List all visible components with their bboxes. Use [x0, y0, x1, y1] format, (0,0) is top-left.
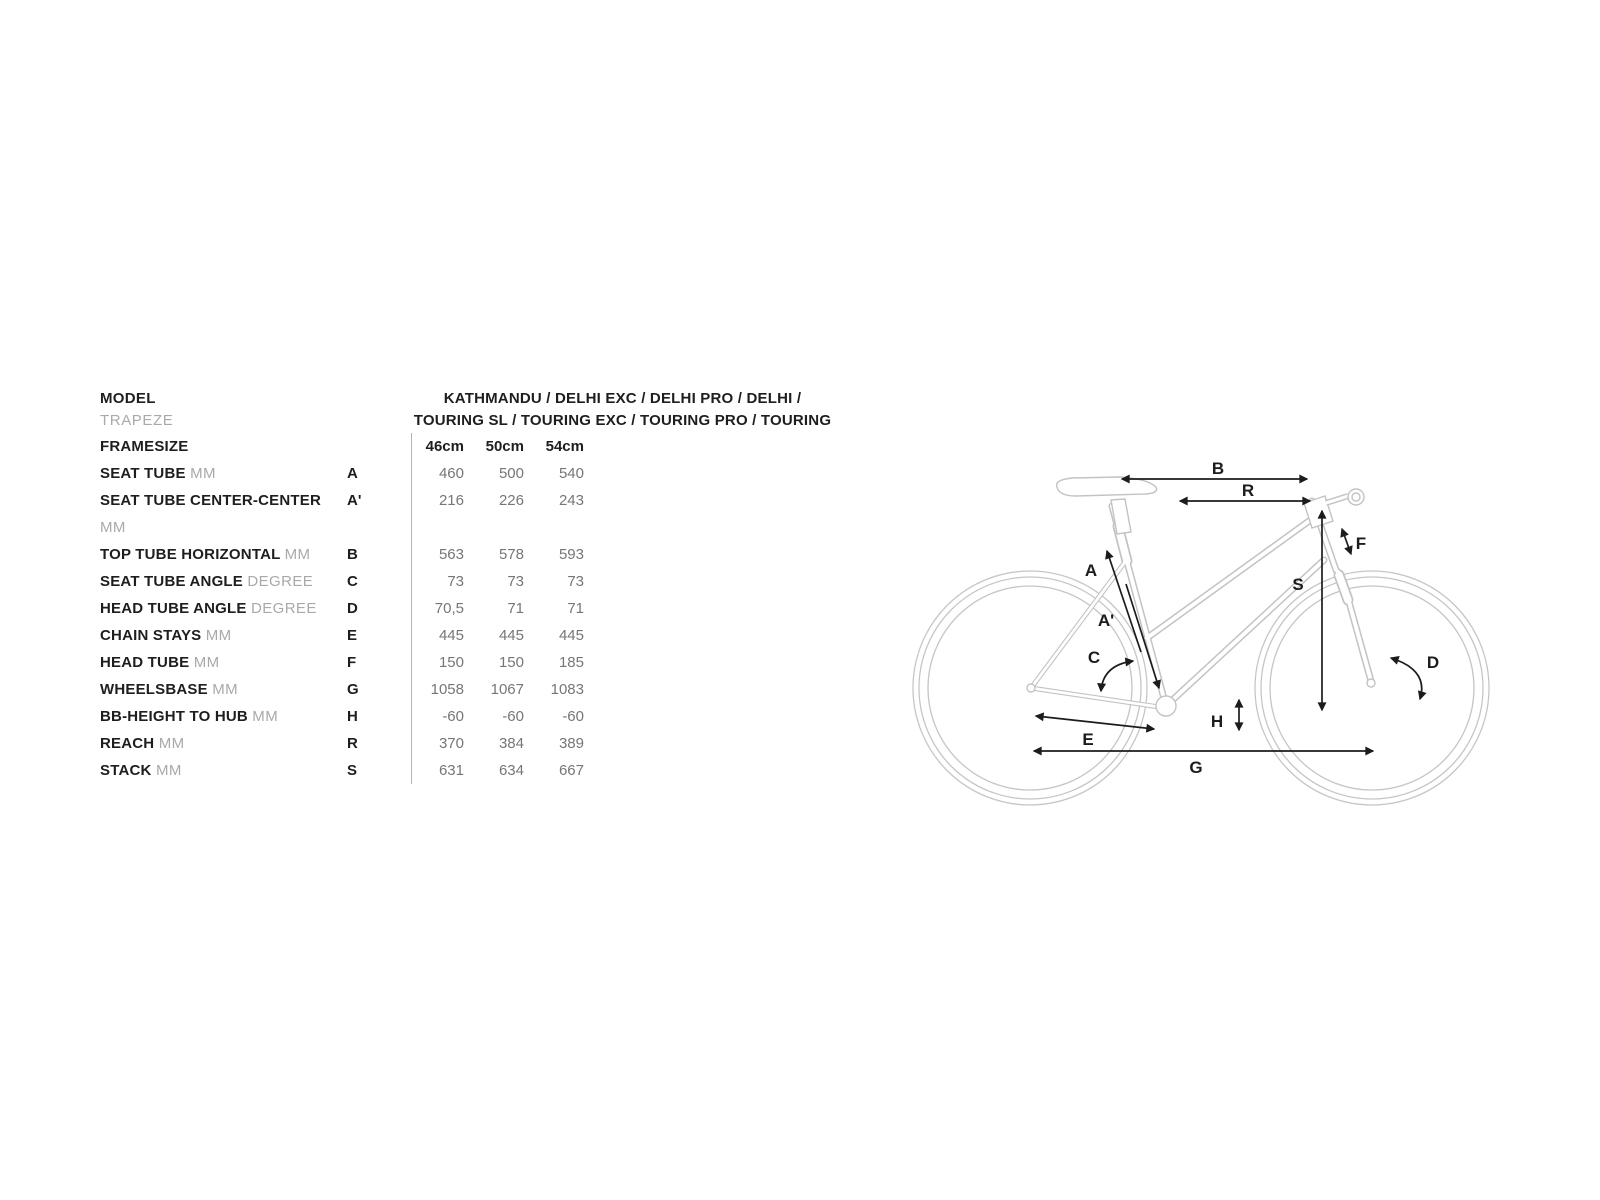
label-H: H — [1210, 712, 1224, 731]
label-S: S — [1292, 575, 1304, 594]
row-unit: MM — [205, 627, 232, 644]
label-D: D — [1426, 653, 1440, 672]
row-unit: MM — [190, 465, 216, 482]
row-label: HEAD TUBE ANGLE — [100, 600, 247, 617]
size-col-2: 50cm — [485, 438, 524, 455]
table-row — [100, 622, 845, 649]
row-letter: C — [347, 573, 358, 590]
rear-dropout — [1027, 684, 1035, 692]
model-column-header — [100, 388, 173, 432]
framesize-label: FRAMESIZE — [100, 438, 189, 455]
row-value: 384 — [498, 735, 524, 752]
framesize-row — [100, 433, 845, 460]
front-wheel — [1255, 571, 1489, 805]
table-row — [100, 676, 845, 703]
row-value: 370 — [438, 735, 464, 752]
table-row — [100, 541, 845, 568]
row-value: 73 — [447, 573, 464, 590]
row-label: CHAIN STAYS — [100, 627, 202, 644]
arrow-head-tube-F — [1342, 529, 1351, 554]
row-letter: H — [347, 708, 358, 725]
geometry-table — [100, 388, 845, 779]
row-value: 445 — [498, 627, 524, 644]
row-letter: A' — [347, 492, 362, 509]
row-unit: MM — [193, 654, 220, 671]
row-label: REACH — [100, 735, 155, 752]
frame-style-label: TRAPEZE — [100, 412, 174, 429]
row-value: 71 — [567, 600, 584, 617]
row-value: 578 — [498, 546, 524, 563]
size-col-1: 46cm — [425, 438, 464, 455]
row-value: 1067 — [490, 681, 524, 698]
row-letter: E — [347, 627, 358, 644]
arrow-head-angle-D — [1391, 658, 1422, 699]
label-E: E — [1082, 730, 1094, 749]
table-row — [100, 460, 845, 487]
bike-frame — [1031, 501, 1371, 708]
row-unit: MM — [100, 519, 126, 536]
model-label: MODEL — [100, 390, 156, 407]
row-value: 593 — [558, 546, 584, 563]
row-value: 150 — [498, 654, 524, 671]
row-label: BB-HEIGHT TO HUB — [100, 708, 248, 725]
table-row — [100, 703, 845, 730]
row-value: 445 — [438, 627, 464, 644]
table-rows — [100, 433, 845, 784]
row-value: 634 — [498, 762, 524, 779]
table-row — [100, 487, 845, 541]
row-letter: S — [347, 762, 358, 779]
row-unit: DEGREE — [247, 573, 314, 590]
row-value: 150 — [438, 654, 464, 671]
row-letter: F — [347, 654, 357, 671]
row-unit: MM — [158, 735, 185, 752]
table-row — [100, 757, 845, 784]
row-value: 73 — [567, 573, 584, 590]
row-letter: G — [347, 681, 359, 698]
label-A-prime: A' — [1097, 611, 1115, 630]
row-value: 631 — [438, 762, 464, 779]
handlebar-grip-inner — [1352, 493, 1360, 501]
bottom-bracket — [1156, 696, 1176, 716]
table-row — [100, 568, 845, 595]
row-unit: DEGREE — [251, 600, 317, 617]
row-value: -60 — [562, 708, 584, 725]
row-letter: B — [347, 546, 358, 563]
row-label: TOP TUBE HORIZONTAL — [100, 546, 281, 563]
row-value: 1058 — [430, 681, 464, 698]
row-label: SEAT TUBE CENTER-CENTER — [100, 492, 321, 509]
row-label: STACK — [100, 762, 152, 779]
row-unit: MM — [252, 708, 279, 725]
row-value: 1083 — [550, 681, 584, 698]
row-label: HEAD TUBE — [100, 654, 190, 671]
table-row — [100, 649, 845, 676]
row-label: SEAT TUBE — [100, 465, 186, 482]
row-value: 243 — [558, 492, 584, 509]
row-value: -60 — [442, 708, 464, 725]
row-unit: MM — [212, 681, 239, 698]
table-row — [100, 595, 845, 622]
row-value: 563 — [438, 546, 464, 563]
row-letter: A — [347, 465, 358, 482]
row-value: 70,5 — [434, 600, 464, 617]
row-value: 540 — [558, 465, 584, 482]
row-label: SEAT TUBE ANGLE — [100, 573, 244, 590]
row-letter: D — [347, 600, 358, 617]
row-unit: MM — [155, 762, 182, 779]
bike-geometry-diagram — [880, 425, 1500, 815]
label-C: C — [1087, 648, 1101, 667]
row-value: 500 — [498, 465, 524, 482]
row-value: -60 — [502, 708, 524, 725]
model-names-line1: KATHMANDU / DELHI EXC / DELHI PRO / DELHI / — [443, 390, 802, 407]
row-label: WHEELSBASE — [100, 681, 208, 698]
dimension-arrows — [1034, 479, 1422, 751]
arrow-seat-angle-C — [1101, 661, 1133, 691]
row-value: 667 — [558, 762, 584, 779]
row-letter: R — [347, 735, 358, 752]
row-value: 445 — [558, 627, 584, 644]
model-names-line2: TOURING SL / TOURING EXC / TOURING PRO / TOURING — [413, 412, 832, 429]
label-A: A — [1084, 561, 1098, 580]
row-value: 460 — [438, 465, 464, 482]
row-value: 71 — [507, 600, 524, 617]
model-names — [400, 388, 845, 432]
label-R: R — [1241, 481, 1255, 500]
row-unit: MM — [284, 546, 311, 563]
row-value: 216 — [438, 492, 464, 509]
label-B: B — [1211, 459, 1225, 478]
label-F: F — [1355, 534, 1367, 553]
row-value: 389 — [558, 735, 584, 752]
table-row — [100, 730, 845, 757]
table-header — [100, 388, 845, 433]
front-dropout — [1367, 679, 1375, 687]
row-value: 226 — [498, 492, 524, 509]
row-value: 73 — [507, 573, 524, 590]
row-value: 185 — [558, 654, 584, 671]
size-col-3: 54cm — [545, 438, 584, 455]
label-G: G — [1189, 758, 1203, 777]
